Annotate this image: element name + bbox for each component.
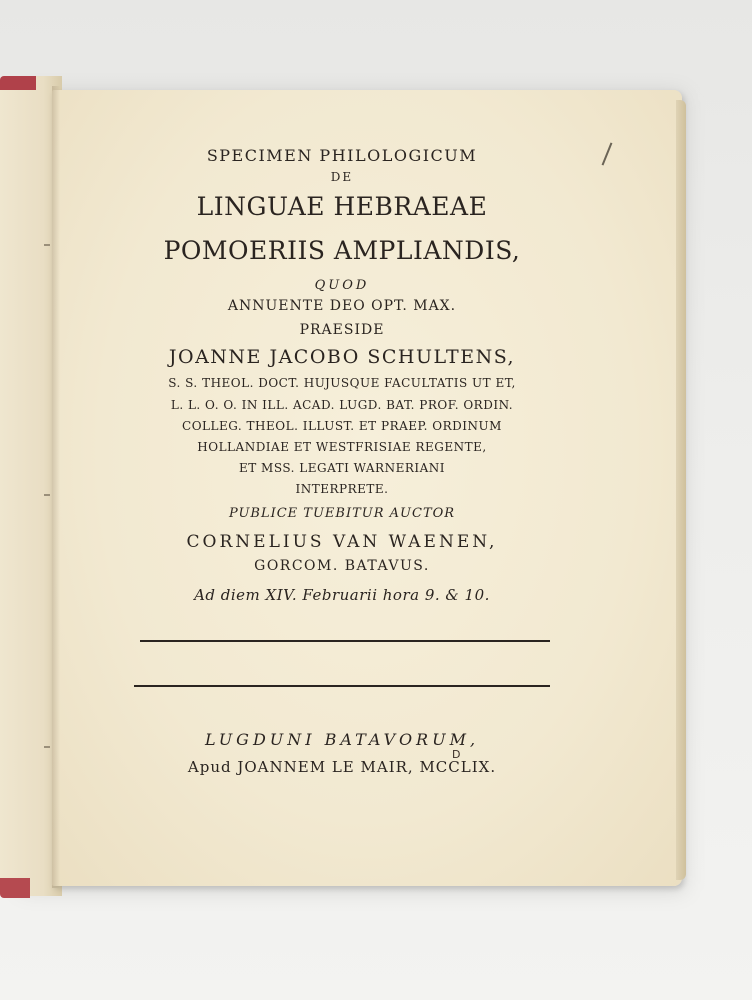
title-line-publice: PUBLICE TUEBITUR AUCTOR [228,506,456,521]
page-edge [676,100,686,880]
title-line-quod: QUOD [314,278,370,293]
title-line-credentials-2: L. L. O. O. IN ILL. ACAD. LUGD. BAT. PROF. ORDIN. [170,398,514,412]
title-line-specimen: SPECIMEN PHILOLOGICUM [206,146,478,165]
binding-thread [44,746,50,748]
red-binding-top [0,76,36,90]
title-line-author: CORNELIUS VAN WAENEN, [186,532,498,552]
ink-annotation: D [452,748,461,761]
imprint-place: LUGDUNI BATAVORUM, [204,730,480,749]
red-binding-bottom [0,878,30,898]
title-line-de: DE [330,170,354,184]
title-line-origin: GORCOM. BATAVUS. [254,558,430,574]
binding-thread [44,494,50,496]
title-line-praeside: PRAESIDE [299,322,385,338]
title-line-credentials-1: S. S. THEOL. DOCT. HUJUSQUE FACULTATIS UT ET, [168,376,516,390]
title-line-credentials-4: HOLLANDIAE ET WESTFRISIAE REGENTE, [197,440,487,454]
title-line-date: Ad diem XIV. Februarii hora 9. & 10. [194,586,490,604]
title-line-interprete: INTERPRETE. [295,482,389,496]
title-line-schultens: JOANNE JACOBO SCHULTENS, [168,346,516,368]
title-line-credentials-5: ET MSS. LEGATI WARNERIANI [238,461,446,475]
page-gutter [52,86,60,888]
imprint-publisher: Apud JOANNEM LE MAIR, MCCLIX. [187,758,497,776]
horizontal-rule [140,640,550,642]
title-line-pomoeriis: POMOERIIS AMPLIANDIS, [163,236,521,265]
title-line-annuente: ANNUENTE DEO OPT. MAX. [227,298,457,314]
title-line-linguae: LINGUAE HEBRAEAE [196,192,488,221]
title-line-credentials-3: COLLEG. THEOL. ILLUST. ET PRAEP. ORDINUM [182,419,502,433]
binding-thread [44,244,50,246]
horizontal-rule [134,685,550,687]
